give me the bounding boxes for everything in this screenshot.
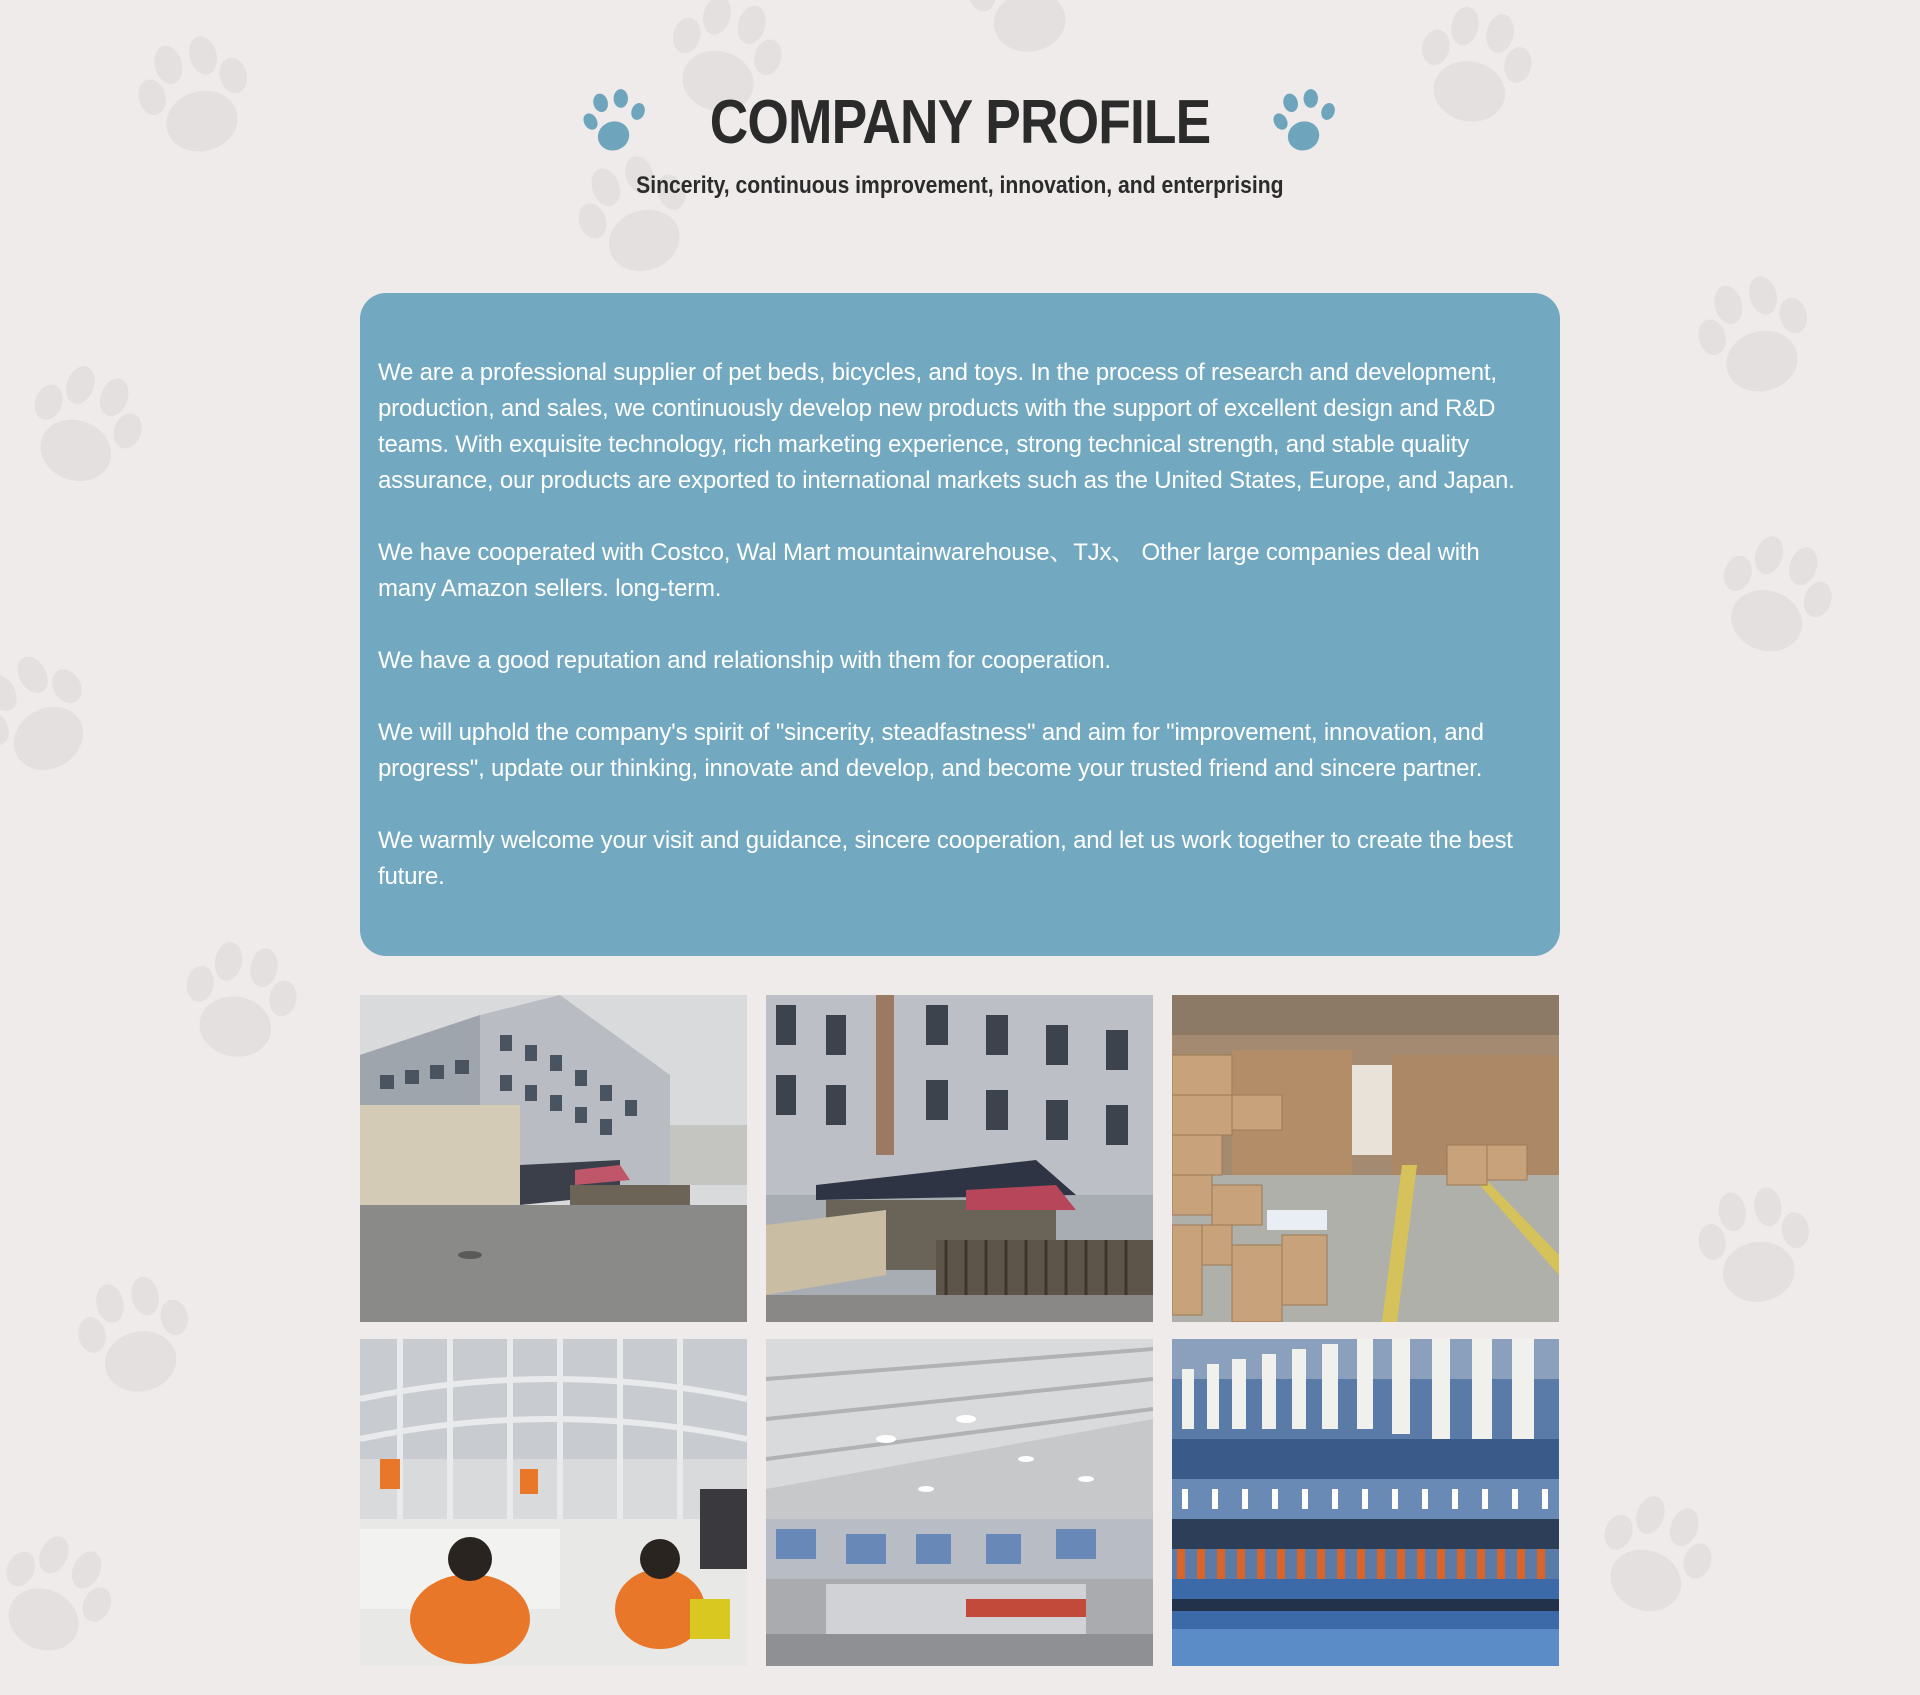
factory-gate-photo <box>766 995 1153 1322</box>
spinning-machines-photo <box>1172 1339 1559 1666</box>
profile-paragraph: We are a professional supplier of pet beds, bicycles, and toys. In the process of research and development, production, and sales, we continuously develop new products with the support of excellent design and R&D teams. With exquisite technology, rich marketing experience, strong technical strength, and stable quality assurance, our products are exported to international markets such as the United States, Europe, and Japan. <box>378 359 1515 494</box>
background-paw-icon <box>1680 500 1869 689</box>
background-paw-icon <box>1559 1459 1751 1651</box>
profile-paragraph: We warmly welcome your visit and guidance, sincere cooperation, and let us work together to create the best future. <box>378 827 1513 890</box>
paw-print-icon <box>579 85 651 161</box>
profile-paragraph: We will uphold the company's spirit of "sincerity, steadfastness" and aim for "improvement, innovation, and progress", update our thinking, innovate and develop, and become your trusted friend and sincere partner. <box>378 719 1484 782</box>
background-paw-icon <box>0 329 181 521</box>
weaving-workshop-photo <box>766 1339 1153 1666</box>
page-title: COMPANY PROFILE <box>709 88 1211 157</box>
sewing-workshop-photo <box>360 1339 747 1666</box>
paw-print-icon <box>1269 85 1341 161</box>
page-header <box>0 82 1920 200</box>
background-paw-icon <box>46 1246 224 1424</box>
factory-building-photo <box>360 995 747 1322</box>
background-paw-icon <box>1663 243 1847 427</box>
profile-paragraph: We have cooperated with Costco, Wal Mart mountainwarehouse、TJx、 Other large companies deal with many Amazon sellers. long-term. <box>378 539 1480 602</box>
profile-paragraph: We have a good reputation and relationship with them for cooperation. <box>378 647 1111 674</box>
background-paw-icon <box>1670 1160 1839 1329</box>
page-subtitle: Sincerity, continuous improvement, innovation, and enterprising <box>636 172 1284 199</box>
title-row <box>579 82 1341 164</box>
background-paw-icon <box>0 613 137 818</box>
background-paw-icon <box>153 913 327 1087</box>
background-paw-icon <box>0 1495 155 1694</box>
background-paw-icon <box>938 0 1112 82</box>
warehouse-photo <box>1172 995 1559 1322</box>
profile-card <box>360 293 1560 956</box>
photo-gallery <box>360 995 1560 1666</box>
